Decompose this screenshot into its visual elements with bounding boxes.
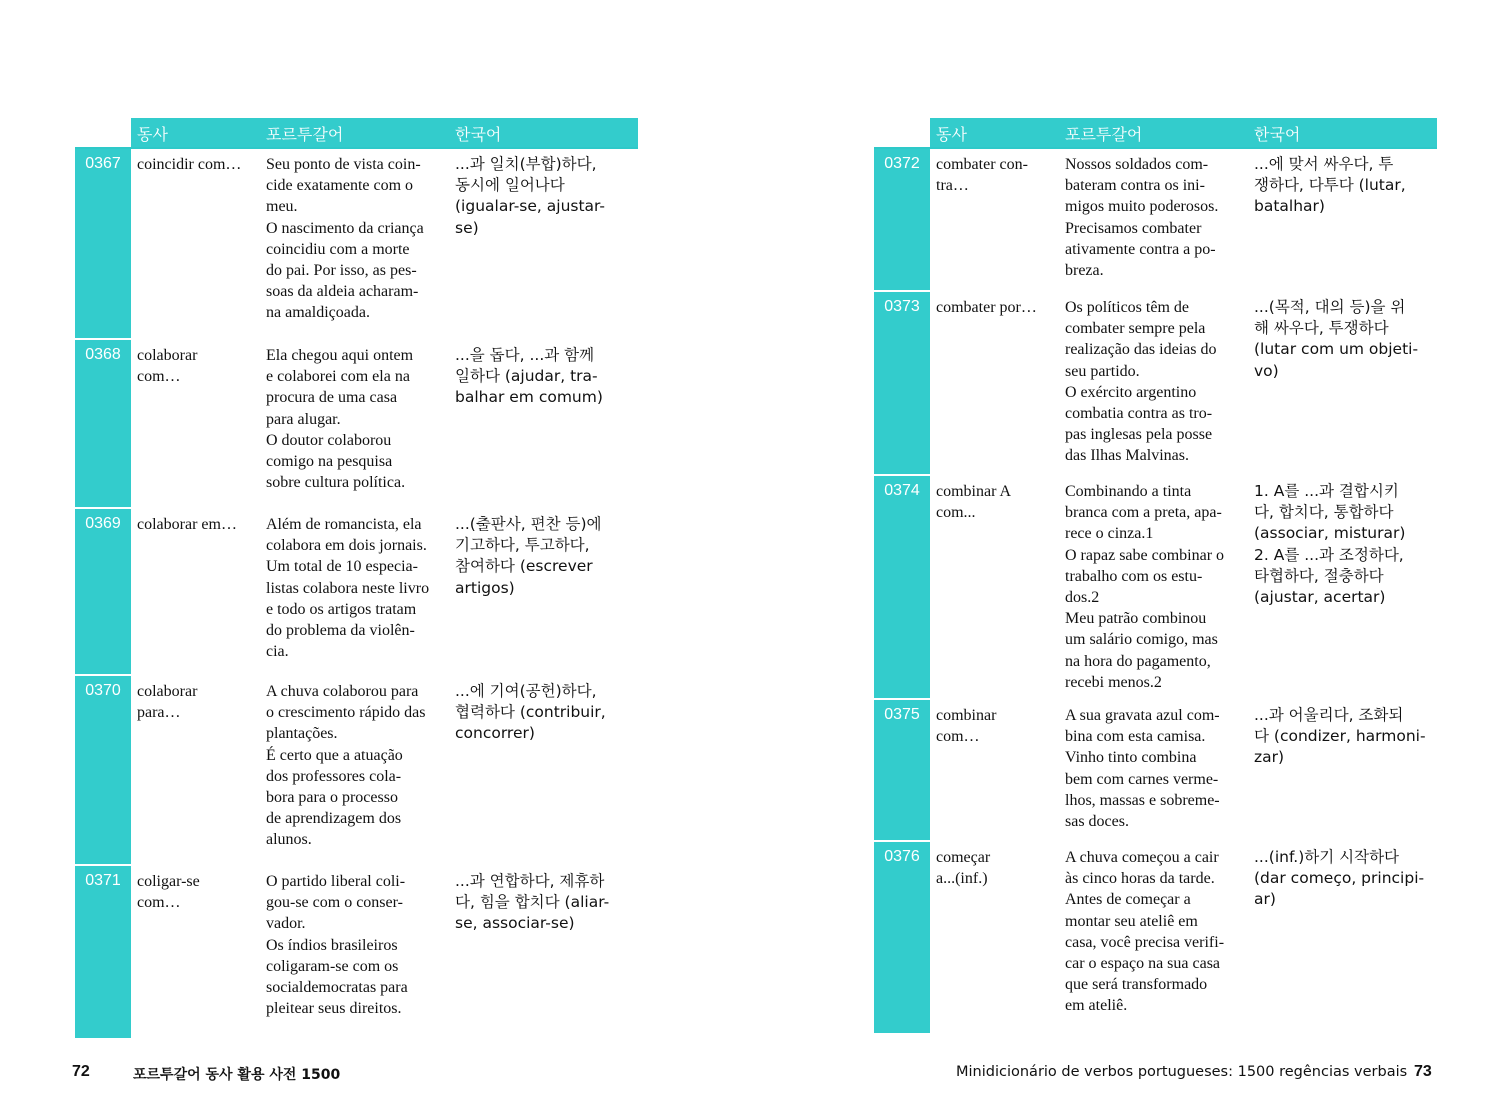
entry-korean: ...(inf.)하기 시작하다 (dar começo, principi- ar) (1254, 848, 1425, 909)
running-footer: Minidicionário de verbos portugueses: 1500 regências verbais (956, 1064, 1408, 1080)
table-header (75, 118, 638, 149)
entry-verb: combater por… (936, 299, 1037, 316)
entry-portuguese: Ela chegou aqui ontem e colaborei com ela na procura de uma casa para alugar. O doutor colaborou comigo na pesquisa sobre cultura política. (266, 347, 414, 492)
entry-portuguese: A sua gravata azul com- bina com esta camisa. Vinho tinto combina bem com carnes verme- lhos, massas e sobreme- sas doces. (1065, 707, 1220, 831)
header-portuguese: 포르투갈어 (266, 125, 344, 144)
entry-verb: colaborar para… (137, 683, 198, 722)
entry-korean: ...(목적, 대의 등)을 위 해 싸우다, 투쟁하다 (lutar com um objeti- vo) (1254, 298, 1419, 380)
page-number: 73 (1414, 1063, 1432, 1080)
header-verb: 동사 (936, 125, 967, 144)
header-korean: 한국어 (1254, 125, 1301, 144)
header-verb: 동사 (137, 125, 168, 144)
header-portuguese: 포르투갈어 (1065, 125, 1143, 144)
entry-korean: ...에 기여(공헌)하다, 협력하다 (contribuir, concorrer) (455, 682, 606, 743)
entry-number: 0375 (874, 700, 930, 840)
table-header (874, 118, 1437, 149)
page-number: 72 (72, 1063, 90, 1080)
entry-number: 0371 (75, 866, 131, 1038)
entry-row (75, 338, 638, 507)
entry-korean: ...과 연합하다, 제휴하 다, 힘을 합치다 (aliar- se, associar-se) (455, 872, 610, 933)
entry-portuguese: Nossos soldados com- bateram contra os ini- migos muito poderosos. Precisamos combater ativamente contra a po- breza. (1065, 156, 1219, 280)
entry-portuguese: O partido liberal coli- gou-se com o conser- vador. Os índios brasileiros coligaram-se com os socialdemocratas para pleitear seus direitos. (266, 873, 408, 1018)
entry-row (75, 507, 638, 674)
entry-verb: combinar com… (936, 707, 997, 746)
entry-portuguese: A chuva colaborou para o crescimento rápido das plantações. É certo que a atuação dos professores cola- bora para o processo de aprendizagem dos alunos. (266, 683, 426, 849)
header-korean: 한국어 (455, 125, 502, 144)
entry-verb: começar a...(inf.) (936, 849, 991, 888)
entry-portuguese: A chuva começou a cair às cinco horas da tarde. Antes de começar a montar seu ateliê em casa, você precisa verifi- car o espaço na sua casa que será transformado em ateliê. (1065, 849, 1225, 1015)
entry-portuguese: Os políticos têm de combater sempre pela realização das ideias do seu partido. O exército argentino combatia contra as tro- pas inglesas pela posse das Ilhas Malvinas. (1065, 299, 1217, 465)
entry-portuguese: Além de romancista, ela colabora em dois jornais. Um total de 10 especia- listas colabora neste livro e todo os artigos tratam do problema da violên- cia. (266, 516, 430, 661)
entry-number: 0370 (75, 676, 131, 864)
verb-table-right (874, 118, 1437, 1033)
entry-number: 0367 (75, 149, 131, 338)
entry-portuguese: Seu ponto de vista coin- cide exatamente com o meu. O nascimento da criança coincidiu com a morte do pai. Por isso, as pes- soas da aldeia acharam- na amaldiçoada. (266, 156, 424, 322)
entry-korean: 1. A를 ...과 결합시키 다, 합치다, 통합하다 (associar, misturar) 2. A를 ...과 조정하다, 타협하다, 절충하다 (ajustar, acertar) (1254, 482, 1406, 607)
entry-verb: colaborar em… (137, 516, 237, 533)
entry-row (75, 674, 638, 864)
entry-korean: ...을 돕다, ...과 함께 일하다 (ajudar, tra- balhar em comum) (455, 346, 603, 407)
entry-row (874, 698, 1437, 840)
verb-table-left (75, 118, 638, 1038)
entry-row (874, 290, 1437, 474)
entry-verb: coligar-se com… (137, 873, 200, 912)
entry-number: 0368 (75, 340, 131, 507)
entry-verb: combinar A com... (936, 483, 1012, 522)
entry-row (75, 864, 638, 1038)
entry-row (874, 474, 1437, 698)
entry-row (75, 149, 638, 338)
entry-number: 0373 (874, 292, 930, 474)
entry-korean: ...과 일치(부합)하다, 동시에 일어나다 (igualar-se, ajustar- se) (455, 155, 606, 237)
entry-verb: colaborar com… (137, 347, 198, 386)
entry-number: 0374 (874, 476, 930, 698)
entry-portuguese: Combinando a tinta branca com a preta, apa- rece o cinza.1 O rapaz sabe combinar o trabalho com os estu- dos.2 Meu patrão combinou um salário comigo, mas na hora do pagamento, recebi menos.2 (1065, 483, 1225, 691)
entry-row (874, 149, 1437, 290)
entry-korean: ...과 어울리다, 조화되 다 (condizer, harmoni- zar) (1254, 706, 1426, 767)
running-footer: 포르투갈어 동사 활용 사전 1500 (133, 1067, 341, 1083)
entry-number: 0376 (874, 842, 930, 1033)
entry-korean: ...에 맞서 싸우다, 투 쟁하다, 다투다 (lutar, batalhar) (1254, 155, 1406, 216)
entry-korean: ...(출판사, 편찬 등)에 기고하다, 투고하다, 참여하다 (escrever artigos) (455, 515, 602, 597)
entry-verb: coincidir com… (137, 156, 242, 173)
entry-verb: combater con- tra… (936, 156, 1028, 195)
entry-number: 0372 (874, 149, 930, 290)
entry-number: 0369 (75, 509, 131, 674)
right-page (756, 0, 1512, 1111)
entry-row (874, 840, 1437, 1033)
